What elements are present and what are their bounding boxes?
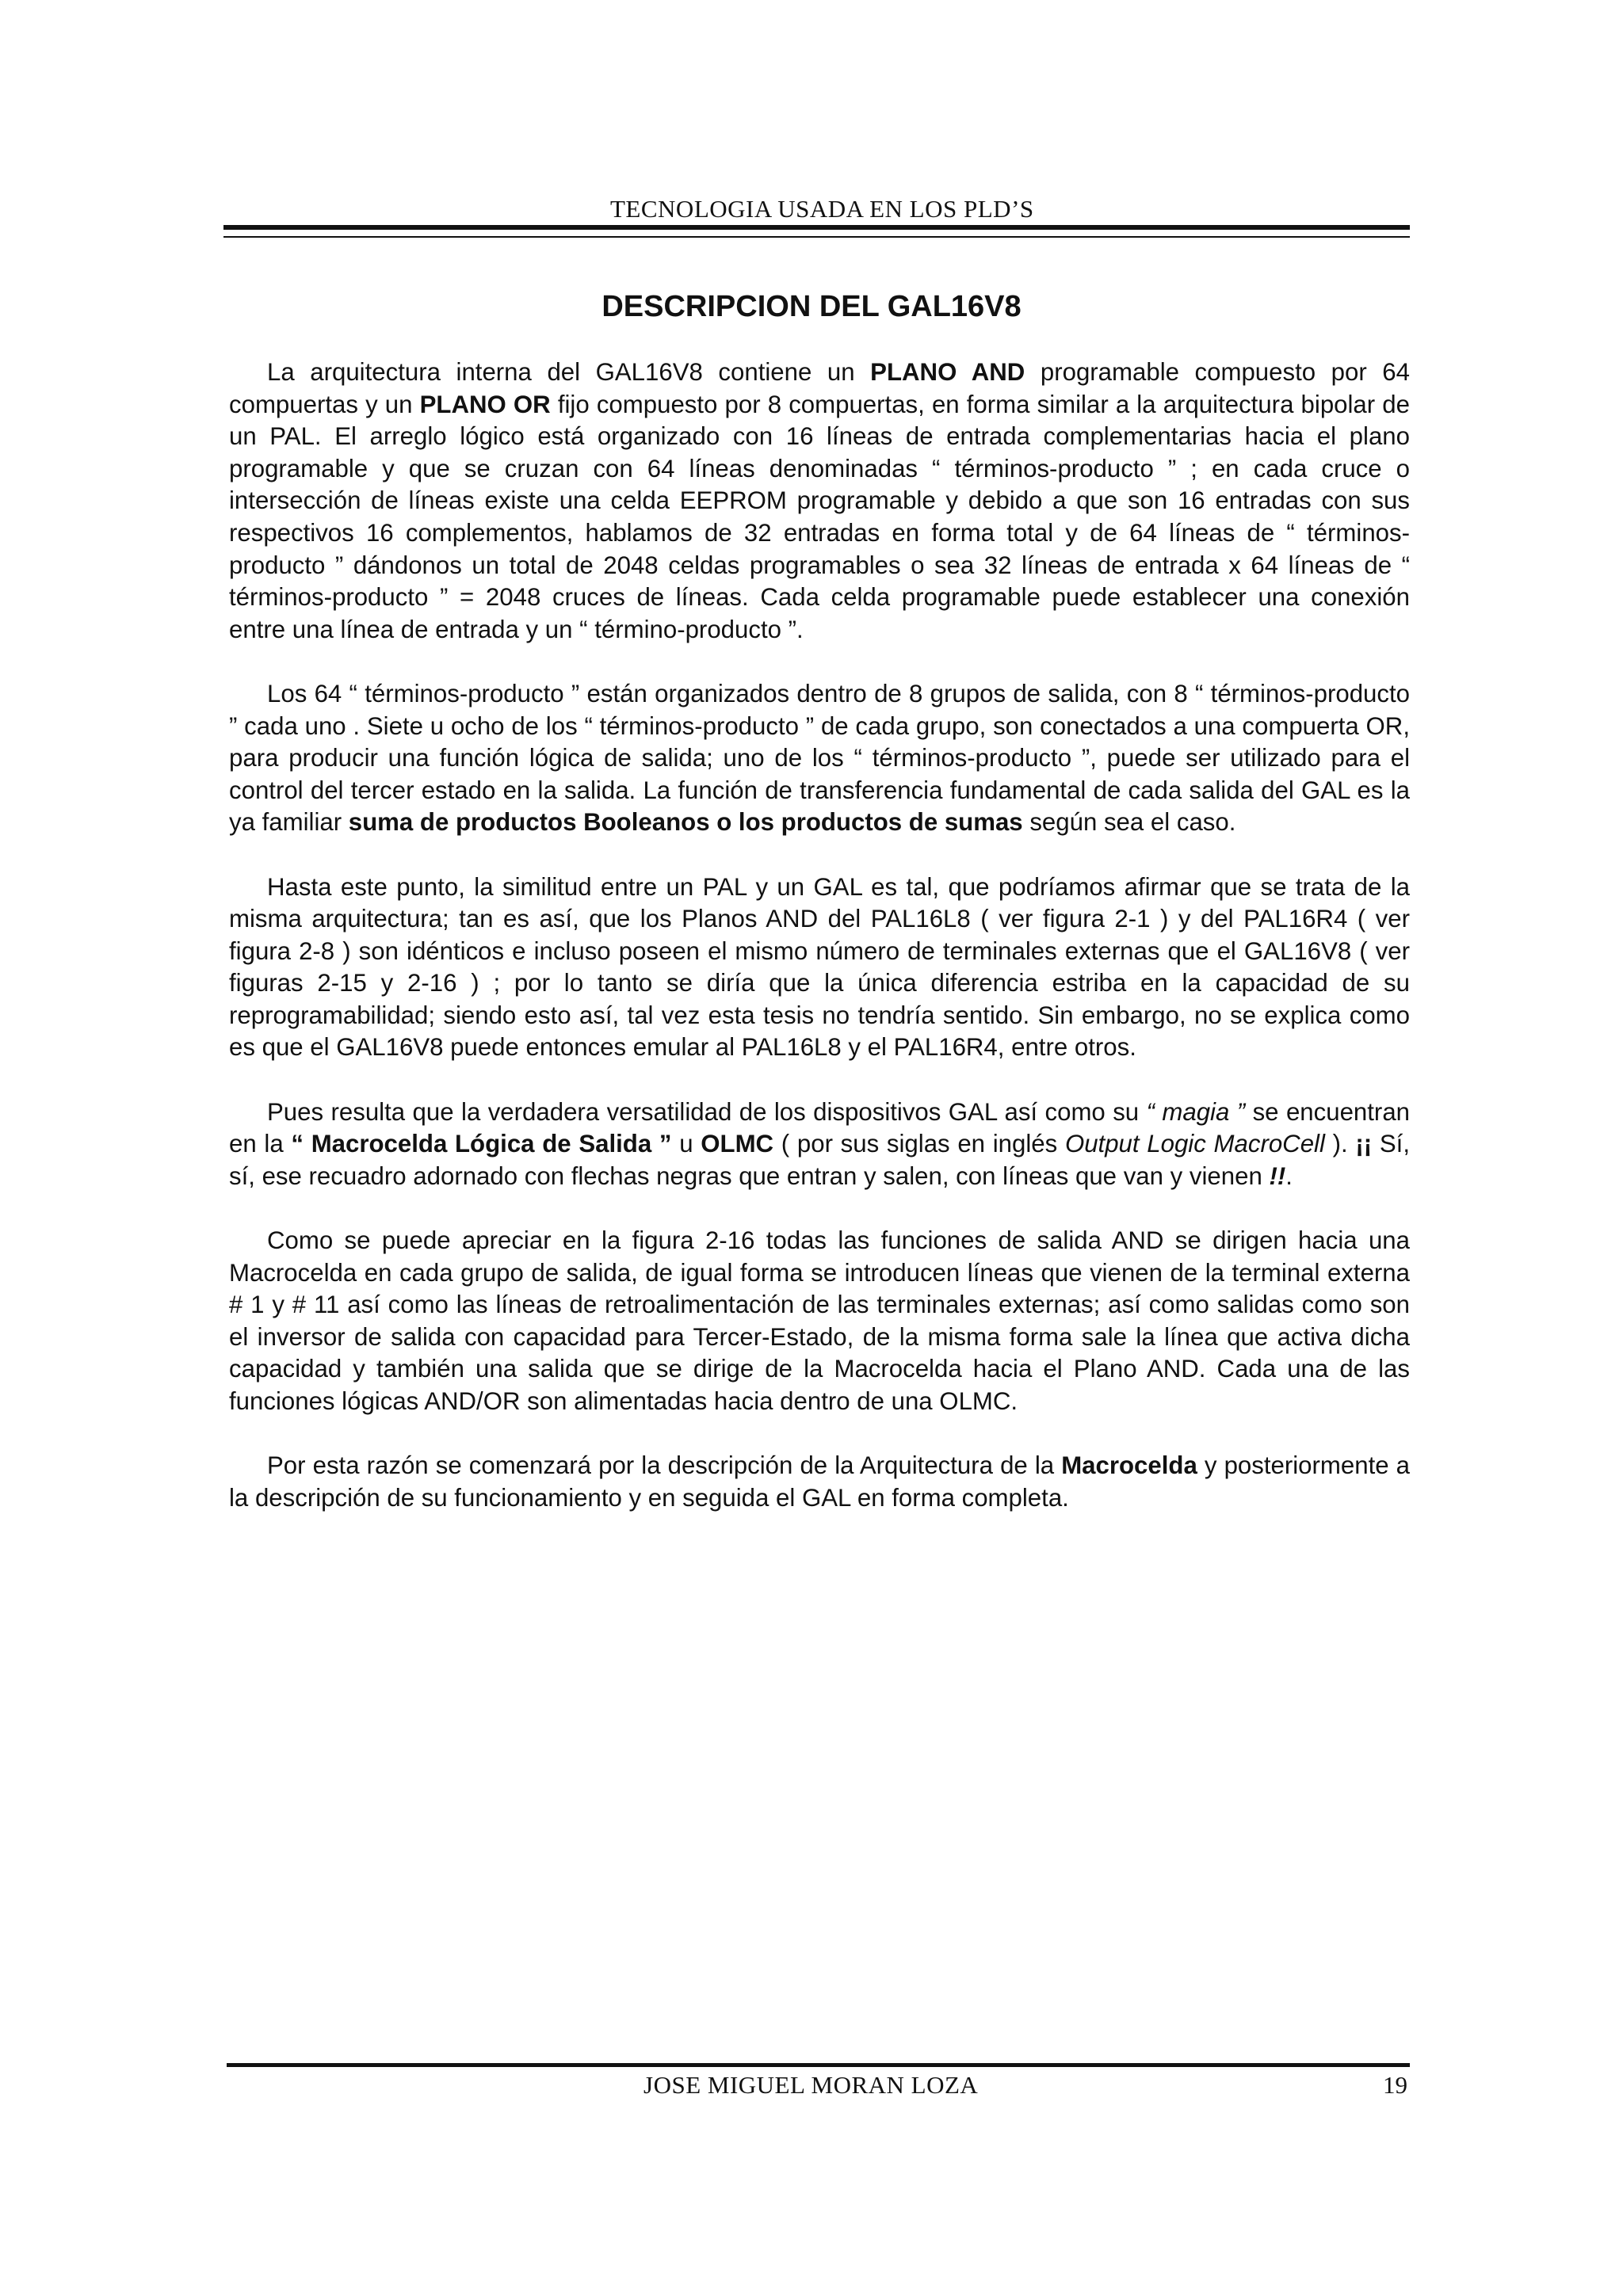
paragraph-2 xyxy=(229,678,1410,839)
paragraph-1 xyxy=(229,357,1410,646)
header-rule-thin xyxy=(223,236,1410,238)
text-run: Como se puede apreciar en la figura 2-16 todas las funciones de salida AND se dirigen hacia una Macrocelda en cada grupo de salida, de igual forma se introducen líneas que vienen de la terminal externa # 1 y # 11 así como las líneas de retroalimentación de las terminales externas; así como salidas como son el inversor de salida con capacidad para Tercer-Estado, de la misma forma sale la línea que activa dicha capacidad y también una salida que se dirige de la Macrocelda hacia el Plano AND. Cada una de las funciones lógicas AND/OR son alimentadas hacia dentro de una OLMC. xyxy=(229,1226,1410,1415)
paragraph-6 xyxy=(229,1450,1410,1514)
paragraph-4 xyxy=(229,1097,1410,1193)
bold-term-suma-productos: suma de productos Booleanos o los productos de sumas xyxy=(348,808,1023,837)
text-run: fijo compuesto por 8 compuertas, en forma similar a la arquitectura bipolar de un PAL. El arreglo lógico está organizado con 16 líneas de entrada complementarias hacia el plano programable y que se cruzan con 64 líneas denominadas “ términos-producto ” ; en cada cruce o intersección de líneas existe una celda EEPROM programable y debido a que son 16 entradas con sus respectivos 16 complementos, hablamos de 32 entradas en forma total y de 64 líneas de “ términos-producto ” dándonos un total de 2048 celdas programables o sea 32 líneas de entrada x 64 líneas de “ términos-producto ” = 2048 cruces de líneas. Cada celda programable puede establecer una conexión entre una línea de entrada y un “ término-producto ”. xyxy=(229,390,1410,643)
bold-exclamation-open: ¡¡ xyxy=(1355,1130,1373,1158)
text-run: ). xyxy=(1324,1130,1356,1158)
body-text xyxy=(229,357,1410,1547)
footer-rule xyxy=(227,2063,1410,2067)
text-run: u xyxy=(671,1130,701,1158)
text-run: . xyxy=(1285,1161,1293,1190)
italic-term-magia: “ magia ” xyxy=(1146,1097,1246,1126)
text-run: Los 64 “ términos-producto ” están organizados dentro de 8 grupos de salida, con 8 “ términos-producto ” cada uno . Siete u ocho de los “ términos-producto ” de cada grupo, son conectados a una compuerta OR, para producir una función lógica de salida; uno de los “ términos-producto ”, puede ser utilizado para el control del tercer estado en la salida. La función de transferencia fundamental de cada salida del GAL es la ya familiar xyxy=(229,679,1410,837)
text-run: Sí, sí, ese recuadro adornado con flechas negras que entran y salen, con líneas que van y vienen xyxy=(229,1130,1410,1190)
text-run: La arquitectura interna del GAL16V8 contiene un xyxy=(267,358,871,386)
italic-term-output-logic: Output Logic MacroCell xyxy=(1064,1130,1325,1158)
bold-term-plano-or: PLANO OR xyxy=(419,390,551,418)
header-rule-thick xyxy=(223,225,1410,230)
bold-term-olmc: OLMC xyxy=(701,1130,774,1158)
bold-term-macrocelda-logica: “ Macrocelda Lógica de Salida ” xyxy=(291,1130,672,1158)
text-run: Por esta razón se comenzará por la descripción de la Arquitectura de la xyxy=(267,1451,1062,1480)
bold-term-macrocelda: Macrocelda xyxy=(1061,1451,1197,1480)
section-title: DESCRIPCION DEL GAL16V8 xyxy=(601,290,1022,323)
text-run: ( por sus siglas en inglés xyxy=(773,1130,1065,1158)
text-run: programable compuesto por 64 compuertas y un xyxy=(229,358,1410,418)
bold-term-plano-and: PLANO AND xyxy=(870,358,1025,386)
page-number: 19 xyxy=(1383,2071,1407,2099)
text-run: según sea el caso. xyxy=(1022,808,1236,837)
header-title: TECNOLOGIA USADA EN LOS PLD’S xyxy=(610,195,1034,223)
bold-italic-exclamation-close: !! xyxy=(1269,1161,1286,1190)
text-run: Hasta este punto, la similitud entre un PAL y un GAL es tal, que podríamos afirmar que se trata de la misma arquitectura; tan es así, que los Planos AND del PAL16L8 ( ver figura 2-1 ) y del PAL16R4 ( ver figura 2-8 ) son idénticos e incluso poseen el mismo número de terminales externas que el GAL16V8 ( ver figuras 2-15 y 2-16 ) ; por lo tanto se diría que la única diferencia estriba en la capacidad de su reprogramabilidad; siendo esto así, tal vez esta tesis no tendría sentido. Sin embargo, no se explica como es que el GAL16V8 puede entonces emular al PAL16L8 y el PAL16R4, entre otros. xyxy=(229,872,1410,1062)
text-run: se encuentran en la xyxy=(229,1097,1411,1158)
text-run: y posteriormente a la descripción de su funcionamiento y en seguida el GAL en forma completa. xyxy=(229,1451,1411,1512)
text-run: Pues resulta que la verdadera versatilidad de los dispositivos GAL así como su xyxy=(267,1097,1147,1126)
footer-author: JOSE MIGUEL MORAN LOZA xyxy=(643,2071,979,2099)
paragraph-5 xyxy=(229,1225,1410,1418)
paragraph-3 xyxy=(229,871,1410,1065)
